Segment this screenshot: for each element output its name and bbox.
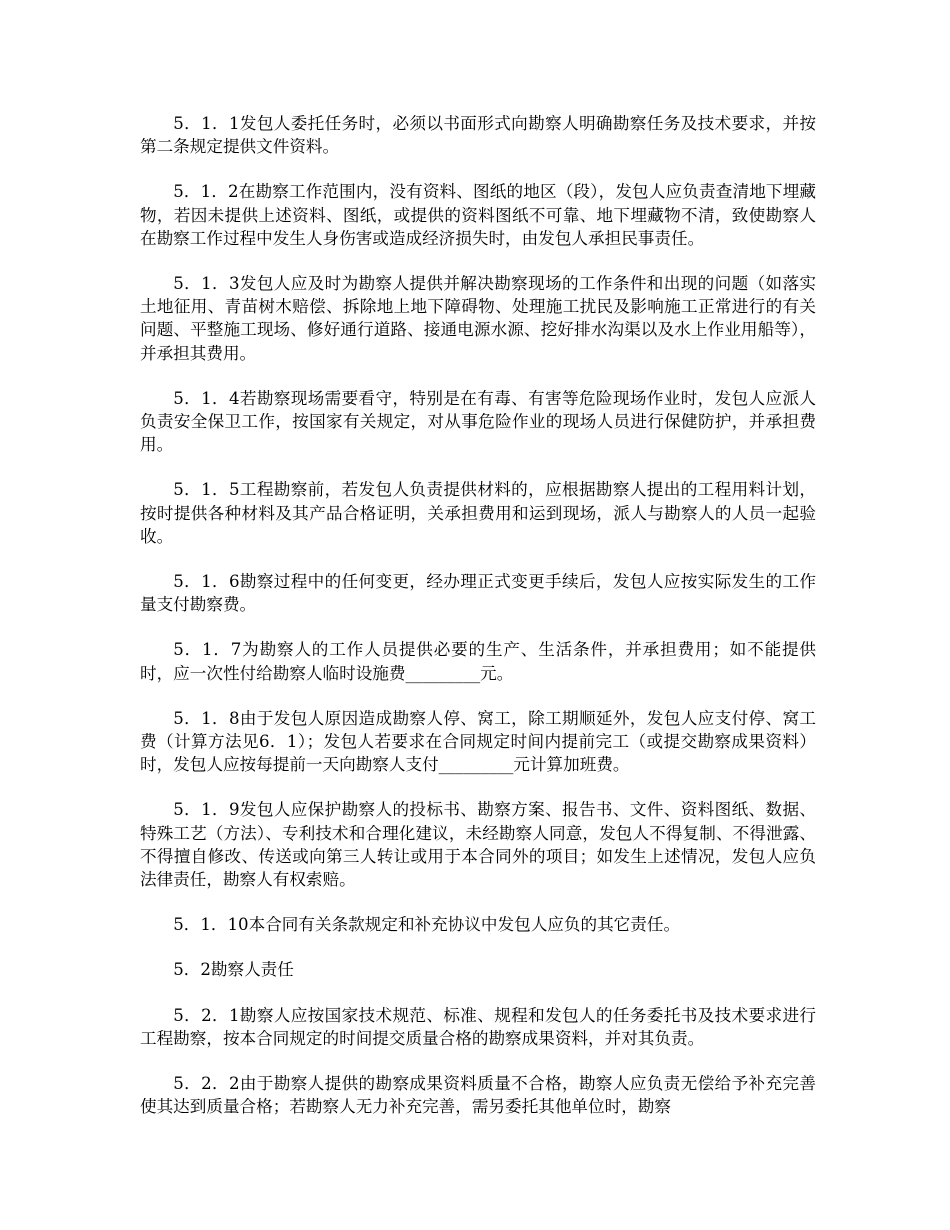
clause-5-1-6: 5．1．6勘察过程中的任何变更，经办理正式变更手续后，发包人应按实际发生的工作量支付勘察费。	[140, 572, 816, 615]
clause-5-1-7: 5．1．7为勘察人的工作人员提供必要的生产、生活条件，并承担费用；如不能提供时，应一次性付给勘察人临时设施费_________元。	[140, 640, 816, 683]
clause-5-2-1: 5．2．1勘察人应按国家技术规范、标准、规程和发包人的任务委托书及技术要求进行工程勘察，按本合同规定的时间提交质量合格的勘察成果资料，并对其负责。	[140, 1005, 816, 1048]
clause-5-1-3: 5．1．3发包人应及时为勘察人提供并解决勘察现场的工作条件和出现的问题（如落实土地征用、青苗树木赔偿、拆除地上地下障碍物、处理施工扰民及影响施工正常进行的有关问题、平整施工现场、修好通行道路、接通电源水源、挖好排水沟渠以及水上作业用船等），并承担其费用。	[140, 274, 816, 363]
clause-5-1-1: 5．1．1发包人委托任务时，必须以书面形式向勘察人明确勘察任务及技术要求，并按第二条规定提供文件资料。	[140, 114, 816, 157]
clause-5-1-8: 5．1．8由于发包人原因造成勘察人停、窝工，除工期顺延外，发包人应支付停、窝工费（计算方法见6．1）；发包人若要求在合同规定时间内提前完工（或提交勘察成果资料）时，发包人应按每提前一天向勘察人支付_________元计算加班费。	[140, 708, 817, 775]
clause-5-1-2: 5．1．2在勘察工作范围内，没有资料、图纸的地区（段），发包人应负责查清地下埋藏物，若因未提供上述资料、图纸，或提供的资料图纸不可靠、地下埋藏物不清，致使勘察人在勘察工作过程中发生人身伤害或造成经济损失时，由发包人承担民事责任。	[140, 182, 816, 248]
clause-5-1-10: 5．1．10本合同有关条款规定和补充协议中发包人应负的其它责任。	[173, 915, 681, 935]
clause-5-1-9: 5．1．9发包人应保护勘察人的投标书、勘察方案、报告书、文件、资料图纸、数据、特殊工艺（方法）、专利技术和合理化建议，未经勘察人同意，发包人不得复制、不得泄露、不得擅自修改、传送或向第三人转让或用于本合同外的项目；如发生上述情况，发包人应负法律责任，勘察人有权索赔。	[140, 800, 816, 890]
clause-5-1-4: 5．1．4若勘察现场需要看守，特别是在有毒、有害等危险现场作业时，发包人应派人负责安全保卫工作，按国家有关规定，对从事危险作业的现场人员进行保健防护，并承担费用。	[140, 388, 816, 455]
document-page	[140, 112, 816, 1141]
clause-5-2-2: 5．2．2由于勘察人提供的勘察成果资料质量不合格，勘察人应负责无偿给予补充完善使其达到质量合格；若勘察人无力补充完善，需另委托其他单位时，勘察	[140, 1074, 816, 1117]
section-heading-5-2: 5．2勘察人责任	[173, 960, 294, 980]
clause-5-1-5: 5．1．5工程勘察前，若发包人负责提供材料的，应根据勘察人提出的工程用料计划，按时提供各种材料及其产品合格证明，关承担费用和运到现场，派人与勘察人的人员一起验收。	[140, 480, 816, 546]
